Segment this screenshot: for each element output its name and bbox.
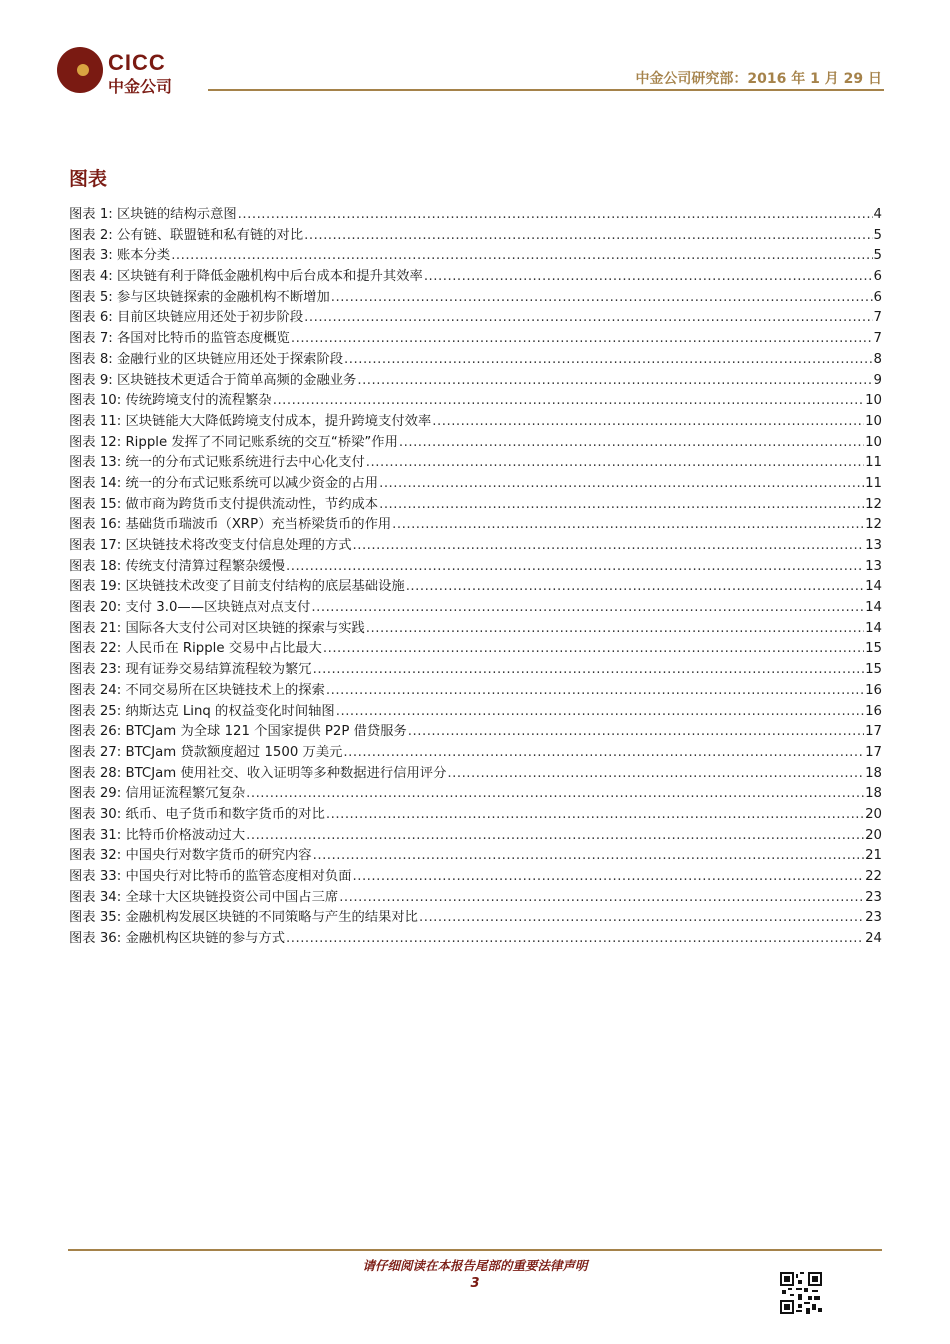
toc-entry-label: 图表 36: 金融机构区块链的参与方式 [69,931,286,947]
toc-entry[interactable] [69,784,882,805]
toc-entry-page: 13 [865,558,882,574]
toc-entry[interactable] [69,391,882,412]
toc-entry-page: 14 [865,579,882,595]
toc-entry[interactable] [69,619,882,640]
toc-leader-dots [246,826,864,847]
footer-divider [68,1249,882,1251]
toc-entry-label: 图表 19: 区块链技术改变了目前支付结构的底层基础设施 [69,579,405,595]
toc-leader-dots [379,495,864,516]
toc-leader-dots [286,929,864,950]
toc-entry-label: 图表 26: BTCJam 为全球 121 个国家提供 P2P 借贷服务 [69,724,407,740]
toc-entry-label: 图表 3: 账本分类 [69,248,171,264]
toc-entry-label: 图表 8: 金融行业的区块链应用还处于探索阶段 [69,351,344,367]
toc-entry-page: 16 [865,703,882,719]
toc-leader-dots [344,350,872,371]
toc-leader-dots [432,412,864,433]
toc-leader-dots [379,474,864,495]
toc-leader-dots [323,639,864,660]
toc-entry-label: 图表 9: 区块链技术更适合于简单高频的金融业务 [69,372,357,388]
toc-entry[interactable] [69,764,882,785]
toc-entry-label: 图表 33: 中国央行对比特币的监管态度相对负面 [69,869,352,884]
qr-code-icon [780,1272,822,1314]
toc-entry-page: 16 [865,682,882,698]
toc-entry[interactable] [69,598,882,619]
toc-entry[interactable] [69,453,882,474]
toc-leader-dots [313,660,864,681]
toc-entry-label: 图表 29: 信用证流程繁冗复杂 [69,786,246,802]
cicc-logo-icon [56,46,104,94]
toc-title: 图表 [69,168,108,190]
toc-entry-label: 图表 6: 目前区块链应用还处于初步阶段 [69,310,304,326]
toc-entry-page: 23 [865,889,882,905]
page-number: 3 [470,1276,480,1291]
toc-entry-page: 10 [865,434,882,450]
toc-leader-dots [286,557,864,578]
toc-leader-dots [353,867,865,888]
toc-entry-label: 图表 31: 比特币价格波动过大 [69,827,246,843]
toc-entry-label: 图表 24: 不同交易所在区块链技术上的探索 [69,682,325,698]
toc-entry[interactable] [69,929,882,950]
toc-entry-page: 20 [865,806,882,822]
toc-leader-dots [408,722,864,743]
toc-leader-dots [447,764,864,785]
toc-entry-page: 15 [865,641,882,657]
toc-entry-label: 图表 25: 纳斯达克 Linq 的权益变化时间轴图 [69,703,335,719]
toc-leader-dots [339,888,864,909]
toc-entry-label: 图表 10: 传统跨境支付的流程繁杂 [69,393,272,409]
toc-entry-label: 图表 35: 金融机构发展区块链的不同策略与产生的结果对比 [69,910,418,926]
toc-leader-dots [406,577,864,598]
toc-entry-page: 18 [865,786,882,802]
toc-entry-page: 7 [873,331,882,347]
toc-entry-label: 图表 2: 公有链、联盟链和私有链的对比 [69,227,304,243]
toc-leader-dots [366,619,864,640]
toc-entry[interactable] [69,329,882,350]
toc-leader-dots [331,288,873,309]
toc-entry[interactable] [69,267,882,288]
toc-leader-dots [326,681,864,702]
toc-entry-label: 图表 13: 统一的分布式记账系统进行去中心化支付 [69,455,365,471]
toc-entry-page: 24 [865,931,882,947]
toc-leader-dots [311,598,864,619]
toc-entry-label: 图表 34: 全球十大区块链投资公司中国占三席 [69,889,339,905]
toc-entry-page: 14 [865,620,882,636]
toc-entry-label: 图表 32: 中国央行对数字货币的研究内容 [69,848,312,864]
toc-entry-label: 图表 16: 基础货币瑞波币（XRP）充当桥梁货币的作用 [69,517,392,533]
toc-entry[interactable] [69,702,882,723]
toc-entry-page: 10 [865,393,882,409]
toc-entry[interactable] [69,474,882,495]
toc-entry-page: 21 [865,848,882,864]
toc-leader-dots [366,453,864,474]
toc-entry[interactable] [69,846,882,867]
toc-entry[interactable] [69,226,882,247]
toc-entry[interactable] [69,660,882,681]
toc-entry-page: 17 [865,744,882,760]
toc-entry[interactable] [69,495,882,516]
header-divider [208,89,884,91]
toc-entry[interactable] [69,681,882,702]
toc-entry[interactable] [69,867,882,888]
toc-entry[interactable] [69,577,882,598]
toc-entry-page: 17 [865,724,882,740]
toc-leader-dots [343,743,864,764]
toc-leader-dots [326,805,864,826]
toc-entry-label: 图表 15: 做市商为跨货币支付提供流动性，节约成本 [69,496,379,512]
figure-index-list [69,205,882,950]
toc-leader-dots [238,205,873,226]
toc-entry-page: 8 [873,351,882,367]
toc-entry-label: 图表 4: 区块链有利于降低金融机构中后台成本和提升其效率 [69,269,423,285]
toc-entry[interactable] [69,433,882,454]
toc-entry[interactable] [69,908,882,929]
toc-entry-page: 5 [873,248,882,264]
toc-leader-dots [399,433,864,454]
toc-leader-dots [336,702,864,723]
toc-entry-label: 图表 23: 现有证券交易结算流程较为繁冗 [69,662,312,678]
toc-entry-page: 11 [865,475,882,491]
toc-leader-dots [424,267,873,288]
toc-entry-page: 7 [873,310,882,326]
toc-entry-page: 9 [873,372,882,388]
toc-entry-label: 图表 17: 区块链技术将改变支付信息处理的方式 [69,538,352,553]
legal-disclaimer: 请仔细阅读在本报告尾部的重要法律声明 [362,1258,588,1273]
toc-entry-label: 图表 21: 国际各大支付公司对区块链的探索与实践 [69,620,365,636]
toc-leader-dots [273,391,864,412]
toc-entry[interactable] [69,412,882,433]
toc-entry[interactable] [69,371,882,392]
toc-entry-label: 图表 12: Ripple 发挥了不同记账系统的交互“桥梁”作用 [69,434,398,450]
toc-entry-page: 20 [865,827,882,843]
toc-leader-dots [357,371,872,392]
toc-entry[interactable] [69,826,882,847]
toc-entry[interactable] [69,557,882,578]
toc-entry-label: 图表 5: 参与区块链探索的金融机构不断增加 [69,289,330,305]
toc-entry[interactable] [69,205,882,226]
toc-entry[interactable] [69,722,882,743]
toc-leader-dots [171,246,872,267]
toc-entry[interactable] [69,805,882,826]
toc-entry-label: 图表 14: 统一的分布式记账系统可以减少资金的占用 [69,475,379,491]
toc-leader-dots [304,308,872,329]
toc-entry-label: 图表 28: BTCJam 使用社交、收入证明等多种数据进行信用评分 [69,765,447,781]
cicc-logo [56,46,196,98]
toc-entry[interactable] [69,888,882,909]
toc-entry-page: 6 [873,269,882,285]
toc-entry-page: 5 [873,227,882,243]
toc-entry-page: 13 [865,538,882,553]
toc-entry-label: 图表 22: 人民币在 Ripple 交易中占比最大 [69,641,322,657]
toc-entry[interactable] [69,350,882,371]
toc-entry-label: 图表 20: 支付 3.0——区块链点对点支付 [69,600,311,616]
toc-entry-page: 23 [865,910,882,926]
toc-leader-dots [291,329,873,350]
toc-entry[interactable] [69,308,882,329]
toc-leader-dots [392,515,864,536]
toc-entry[interactable] [69,536,882,557]
toc-entry-page: 12 [865,517,882,533]
toc-entry-label: 图表 27: BTCJam 贷款额度超过 1500 万美元 [69,744,343,760]
toc-entry-page: 15 [865,662,882,678]
toc-entry-page: 22 [865,869,882,884]
toc-entry[interactable] [69,288,882,309]
logo-chinese-name: 中金公司 [108,77,173,96]
toc-entry-label: 图表 7: 各国对比特币的监管态度概览 [69,331,290,347]
toc-leader-dots [246,784,864,805]
toc-entry-label: 图表 30: 纸币、电子货币和数字货币的对比 [69,806,325,822]
toc-entry-label: 图表 1: 区块链的结构示意图 [69,207,237,222]
toc-entry-label: 图表 18: 传统支付清算过程繁杂缓慢 [69,558,286,574]
report-source-date: 中金公司研究部：2016 年 1 月 29 日 [635,71,882,87]
toc-entry[interactable] [69,743,882,764]
toc-entry[interactable] [69,246,882,267]
logo-wordmark: CICC [108,50,166,75]
toc-entry-page: 6 [873,289,882,305]
toc-entry-label: 图表 11: 区块链能大大降低跨境支付成本，提升跨境支付效率 [69,413,432,429]
toc-entry-page: 12 [865,496,882,512]
toc-entry[interactable] [69,639,882,660]
toc-entry-page: 11 [865,455,882,471]
toc-entry-page: 14 [865,600,882,616]
toc-leader-dots [313,846,864,867]
toc-leader-dots [304,226,872,247]
toc-leader-dots [353,536,865,557]
toc-entry-page: 10 [865,413,882,429]
toc-entry[interactable] [69,515,882,536]
toc-entry-page: 18 [865,765,882,781]
toc-leader-dots [419,908,864,929]
toc-entry-page: 4 [873,207,882,222]
